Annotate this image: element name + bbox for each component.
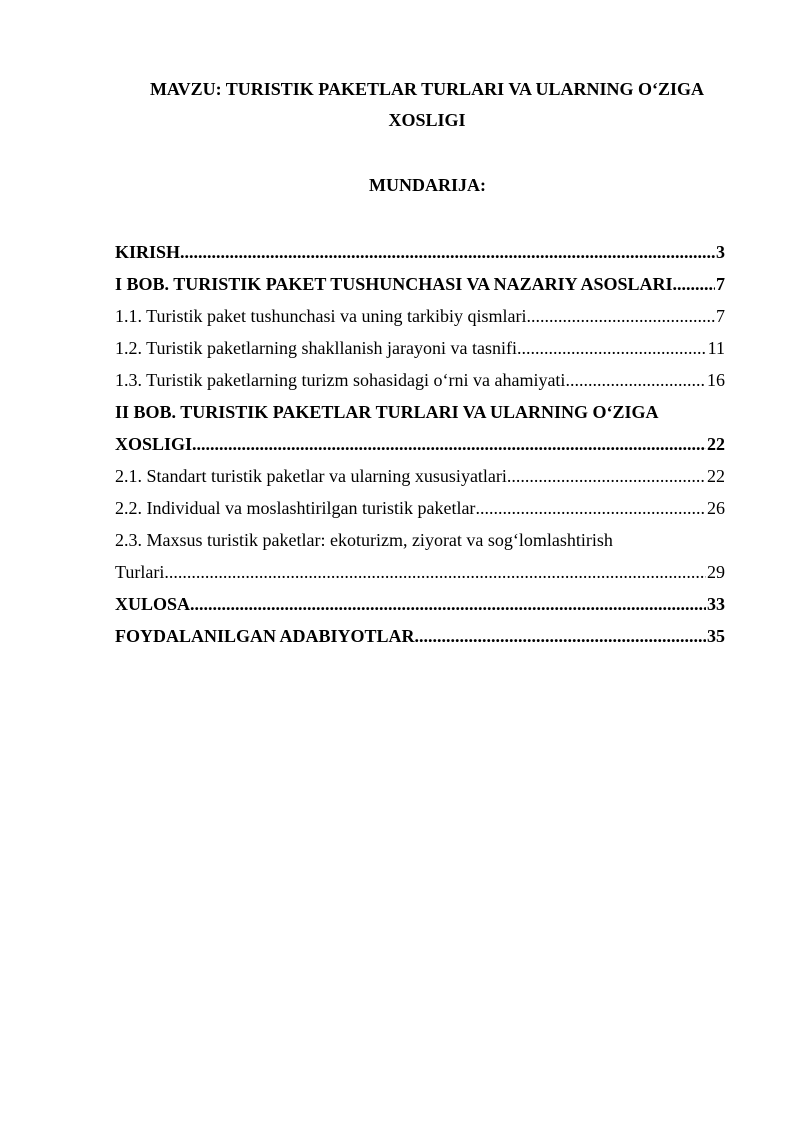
toc-entry-page: 26 xyxy=(707,498,725,518)
toc-entry-chapter-1 xyxy=(115,268,725,300)
toc-entry-label: II BOB. TURISTIK PAKETLAR TURLARI VA ULARNING O‘ZIGA xyxy=(115,402,659,422)
toc-entry-label: XULOSA xyxy=(115,594,191,614)
toc-entry-chapter-2 xyxy=(115,396,725,428)
toc-leader-dots xyxy=(565,364,706,396)
toc-entry-page: 29 xyxy=(707,562,725,582)
toc-entry-xulosa xyxy=(115,588,725,620)
toc-entry-2-1 xyxy=(115,460,725,492)
toc-entry-1-2 xyxy=(115,332,725,364)
toc-entry-label: 2.3. Maxsus turistik paketlar: ekoturizm, ziyorat va sog‘lomlashtirish xyxy=(115,530,613,550)
toc-entry-page: 3 xyxy=(716,242,725,262)
toc-entry-1-1 xyxy=(115,300,725,332)
toc-entry-page: 35 xyxy=(707,626,725,646)
toc-entry-1-3 xyxy=(115,364,725,396)
toc-leader-dots xyxy=(475,492,706,524)
toc-entry-label-continuation: XOSLIGI xyxy=(115,434,193,454)
toc-leader-dots xyxy=(677,268,715,300)
toc-entry-label: 1.2. Turistik paketlarning shakllanish jarayoni va tasnifi xyxy=(115,338,517,358)
toc-entry-2-3-continued xyxy=(115,556,725,588)
toc-entry-page: 16 xyxy=(707,370,725,390)
toc-leader-dots xyxy=(526,300,715,332)
toc-entry-page: 7 xyxy=(716,306,725,326)
toc-entry-references xyxy=(115,620,725,652)
toc-entry-label: KIRISH xyxy=(115,242,181,262)
toc-entry-label: 2.1. Standart turistik paketlar va ularning xususiyatlari xyxy=(115,466,507,486)
toc-entry-label: 1.1. Turistik paket tushunchasi va uning tarkibiy qismlari xyxy=(115,306,527,326)
toc-leader-dots xyxy=(192,428,706,460)
toc-leader-dots xyxy=(190,588,706,620)
toc-entry-page: 7 xyxy=(716,274,725,294)
toc-entry-label: 1.3. Turistik paketlarning turizm sohasidagi o‘rni va ahamiyati xyxy=(115,370,566,390)
toc-entry-page: 22 xyxy=(707,434,725,454)
toc-entry-page: 11 xyxy=(707,338,725,358)
toc-entry-page: 22 xyxy=(707,466,725,486)
toc-leader-dots xyxy=(415,620,706,652)
toc-leader-dots xyxy=(164,556,706,588)
toc-entry-label-continuation: Turlari xyxy=(115,562,165,582)
toc-leader-dots xyxy=(517,332,707,364)
table-of-contents xyxy=(115,236,725,652)
toc-entry-chapter-2-continued xyxy=(115,428,725,460)
toc-entry-label: 2.2. Individual va moslashtirilgan turistik paketlar xyxy=(115,498,476,518)
toc-entry-kirish xyxy=(115,236,725,268)
toc-entry-label: FOYDALANILGAN ADABIYOTLAR xyxy=(115,626,415,646)
toc-heading: MUNDARIJA: xyxy=(369,175,486,195)
toc-entry-label: I BOB. TURISTIK PAKET TUSHUNCHASI VA NAZARIY ASOSLARI. xyxy=(115,274,678,294)
toc-entry-2-3 xyxy=(115,524,725,556)
toc-entry-page: 33 xyxy=(707,594,725,614)
toc-leader-dots xyxy=(507,460,706,492)
document-title: MAVZU: TURISTIK PAKETLAR TURLARI VA ULARNING O‘ZIGA XOSLIGI xyxy=(149,79,705,130)
toc-entry-2-2 xyxy=(115,492,725,524)
toc-leader-dots xyxy=(180,236,715,268)
